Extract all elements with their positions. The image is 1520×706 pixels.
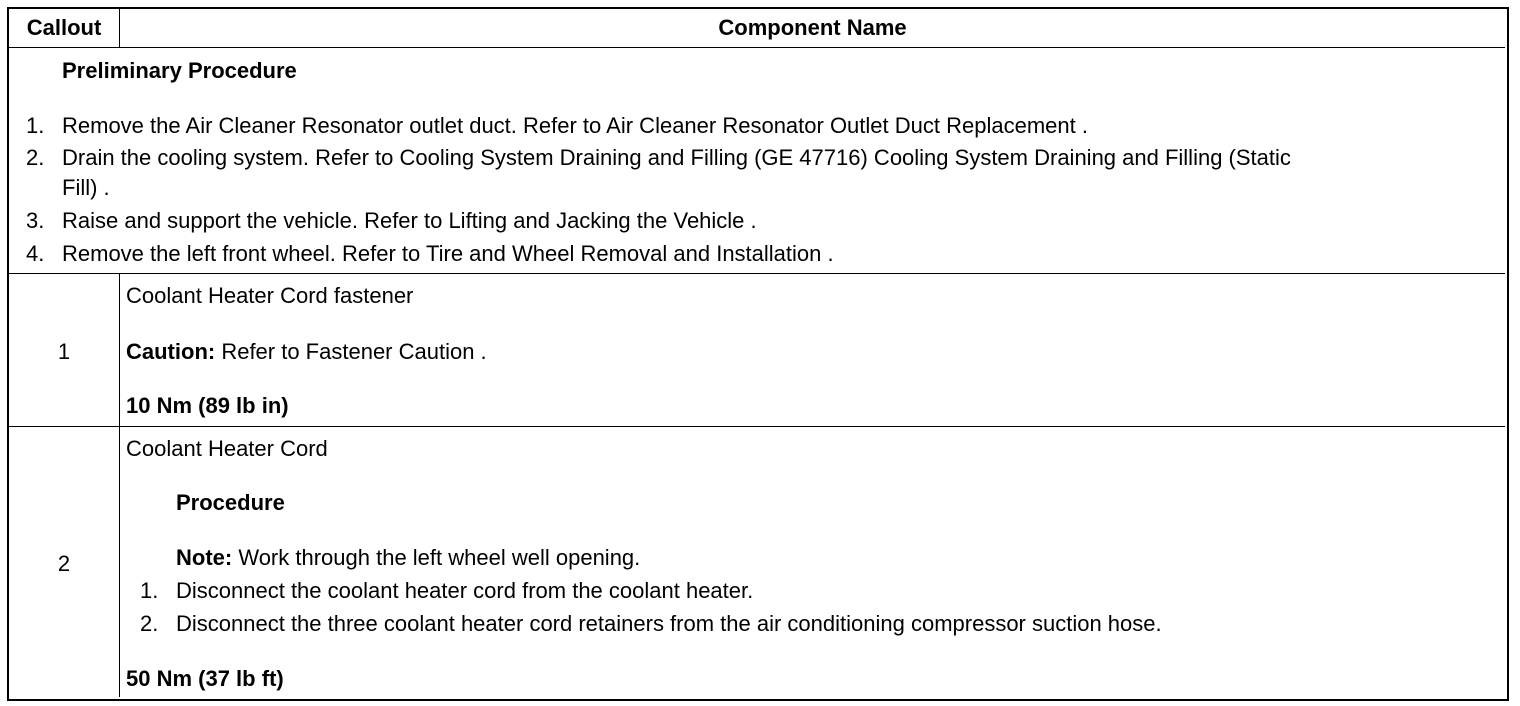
preliminary-divider xyxy=(9,273,1505,274)
note-text: Work through the left wheel well opening. xyxy=(232,545,641,570)
row-callout: 1 xyxy=(57,339,71,364)
preliminary-step-text: Remove the Air Cleaner Resonator outlet duct. Refer to Air Cleaner Resonator Outlet Duct Replacement . xyxy=(62,113,1088,138)
preliminary-step-text-continued: Fill) . xyxy=(62,175,110,200)
torque-spec: 50 Nm (37 lb ft) xyxy=(126,666,284,691)
caution-text: Refer to Fastener Caution . xyxy=(215,339,487,364)
preliminary-step-number: 3. xyxy=(26,208,45,233)
header-divider xyxy=(9,47,1505,48)
preliminary-title: Preliminary Procedure xyxy=(62,58,297,83)
note-label: Note: xyxy=(176,545,233,570)
procedure-step-number: 2. xyxy=(140,611,159,636)
caution-label: Caution: xyxy=(126,339,216,364)
preliminary-step-text: Remove the left front wheel. Refer to Tire and Wheel Removal and Installation . xyxy=(62,241,834,266)
column-divider-body xyxy=(119,273,120,697)
procedure-step-number: 1. xyxy=(140,578,159,603)
preliminary-step-number: 2. xyxy=(26,145,45,170)
header-callout: Callout xyxy=(26,15,102,40)
preliminary-step-text: Drain the cooling system. Refer to Cooling System Draining and Filling (GE 47716) Cooling System Draining and Filling (Static xyxy=(62,145,1291,170)
preliminary-step-text: Raise and support the vehicle. Refer to Lifting and Jacking the Vehicle . xyxy=(62,208,757,233)
row-divider xyxy=(9,426,1505,427)
torque-spec: 10 Nm (89 lb in) xyxy=(126,393,289,418)
header-component-name: Component Name xyxy=(718,15,907,40)
procedure-step-text: Disconnect the three coolant heater cord retainers from the air conditioning compressor suction hose. xyxy=(176,611,1162,636)
preliminary-step-number: 4. xyxy=(26,241,45,266)
row-callout: 2 xyxy=(57,551,71,576)
procedure-title: Procedure xyxy=(176,490,285,515)
procedure-step-text: Disconnect the coolant heater cord from the coolant heater. xyxy=(176,578,754,603)
note-line xyxy=(176,545,640,571)
component-name: Coolant Heater Cord xyxy=(126,436,328,461)
preliminary-step-number: 1. xyxy=(26,113,45,138)
caution-line xyxy=(126,339,487,365)
component-name: Coolant Heater Cord fastener xyxy=(126,283,414,308)
